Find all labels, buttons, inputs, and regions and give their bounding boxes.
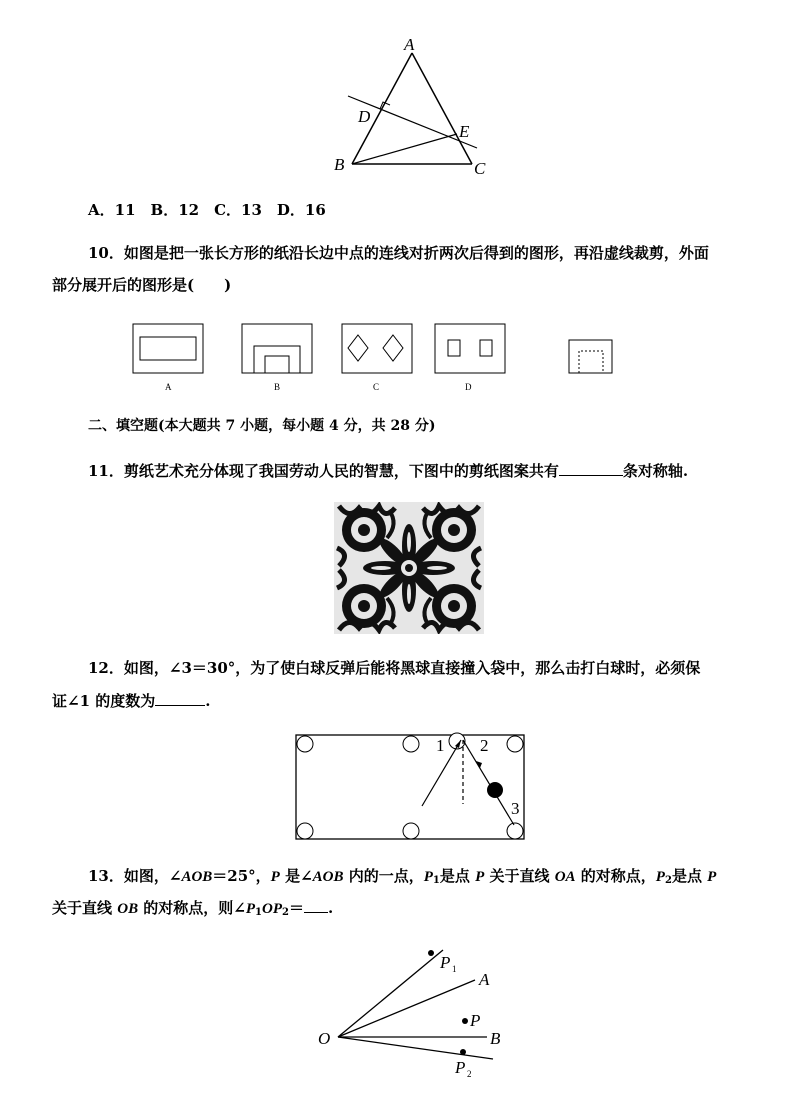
q13-text-seg: 是点 (439, 867, 476, 885)
q13-text-seg: 内的一点， (343, 867, 424, 885)
option-C-label: C (373, 382, 380, 392)
paper-cut-figure (334, 502, 484, 634)
q13-text-seg: ＝ (288, 899, 304, 917)
q13-text-seg: 13．如图，∠ (88, 867, 182, 885)
q13-text-seg: 2 (282, 907, 289, 918)
angle-1-label: 1 (436, 736, 445, 755)
q12-line2-before: 证∠1 的度数为 (52, 692, 156, 710)
q13-line1 (88, 866, 716, 891)
q9-options: A．11 B．12 C．13 D．16 (88, 201, 326, 219)
label-P2-sub: 2 (467, 1069, 472, 1079)
angle-3-label: 3 (511, 799, 520, 818)
q13-text-seg: 是∠ (279, 867, 313, 885)
q11-answer-blank[interactable] (559, 461, 623, 476)
label-B: B (334, 155, 345, 174)
billiard-figure (290, 728, 535, 846)
q13-text-seg: OB (117, 901, 139, 917)
q13-text-seg: P (707, 869, 717, 885)
label-P: P (470, 1011, 481, 1030)
q13-text-seg: 1 (255, 907, 263, 918)
label-D: D (358, 107, 371, 126)
q10-line1: 10．如图是把一张长方形的纸沿长边中点的连线对折两次后得到的图形，再沿虚线裁剪，外面 (88, 244, 709, 262)
q10-line2: 部分展开后的图形是( ) (52, 276, 232, 294)
angle-figure (315, 935, 525, 1085)
q13-text-seg: P (423, 869, 433, 885)
q11-text-after: 条对称轴. (622, 462, 689, 480)
q13-text-seg: 是点 (671, 867, 708, 885)
angle-2-label: 2 (480, 736, 489, 755)
label-P1-sub: 1 (452, 964, 457, 974)
label-A2: A (479, 970, 490, 989)
q13-answer-blank[interactable] (304, 898, 328, 913)
label-C: C (474, 159, 486, 178)
label-P1: P (440, 953, 451, 972)
q12-answer-blank[interactable] (155, 691, 205, 706)
label-A: A (404, 35, 415, 54)
q13-text-seg: . (328, 899, 334, 917)
q11-text-before: 11．剪纸艺术充分体现了我国劳动人民的智慧，下图中的剪纸图案共有 (88, 462, 559, 480)
q13-text-seg: P (270, 869, 280, 885)
q10-options-figure (125, 318, 625, 398)
q13-text-seg: P (655, 869, 665, 885)
option-D-label: D (465, 382, 472, 392)
q13-text-seg: ＝25°， (212, 867, 271, 885)
q13-text-seg: 1 (432, 875, 440, 886)
option-B-label: B (274, 382, 281, 392)
q12-line2 (52, 691, 210, 711)
q13-text-seg: 2 (664, 875, 672, 886)
section2-title: 二、填空题(本大题共 7 小题，每小题 4 分，共 28 分) (88, 418, 436, 434)
q12-line2-after: . (205, 692, 211, 710)
q13-text-seg: 的对称点，则∠ (138, 899, 246, 917)
triangle-figure (320, 30, 500, 180)
label-P2: P (455, 1058, 466, 1077)
label-E: E (459, 122, 470, 141)
q11-text (88, 461, 688, 481)
label-O: O (318, 1029, 331, 1048)
q13-line2 (52, 898, 333, 923)
q12-line1: 12．如图，∠3＝30°，为了使白球反弹后能将黑球直接撞入袋中，那么击打白球时，必须保 (88, 659, 701, 677)
q13-text-seg: AOB (181, 869, 213, 885)
q13-text-seg: OA (554, 869, 576, 885)
q13-text-seg: P (245, 901, 256, 917)
q13-text-seg: AOB (312, 869, 344, 885)
label-B2: B (490, 1029, 501, 1048)
q13-text-seg: P (475, 869, 485, 885)
q13-text-seg: OP (262, 901, 283, 917)
q13-text-seg: 的对称点， (575, 867, 656, 885)
q13-text-seg: 关于直线 (484, 867, 555, 885)
q13-text-seg: 关于直线 (52, 899, 118, 917)
option-A-label: A (165, 382, 172, 392)
